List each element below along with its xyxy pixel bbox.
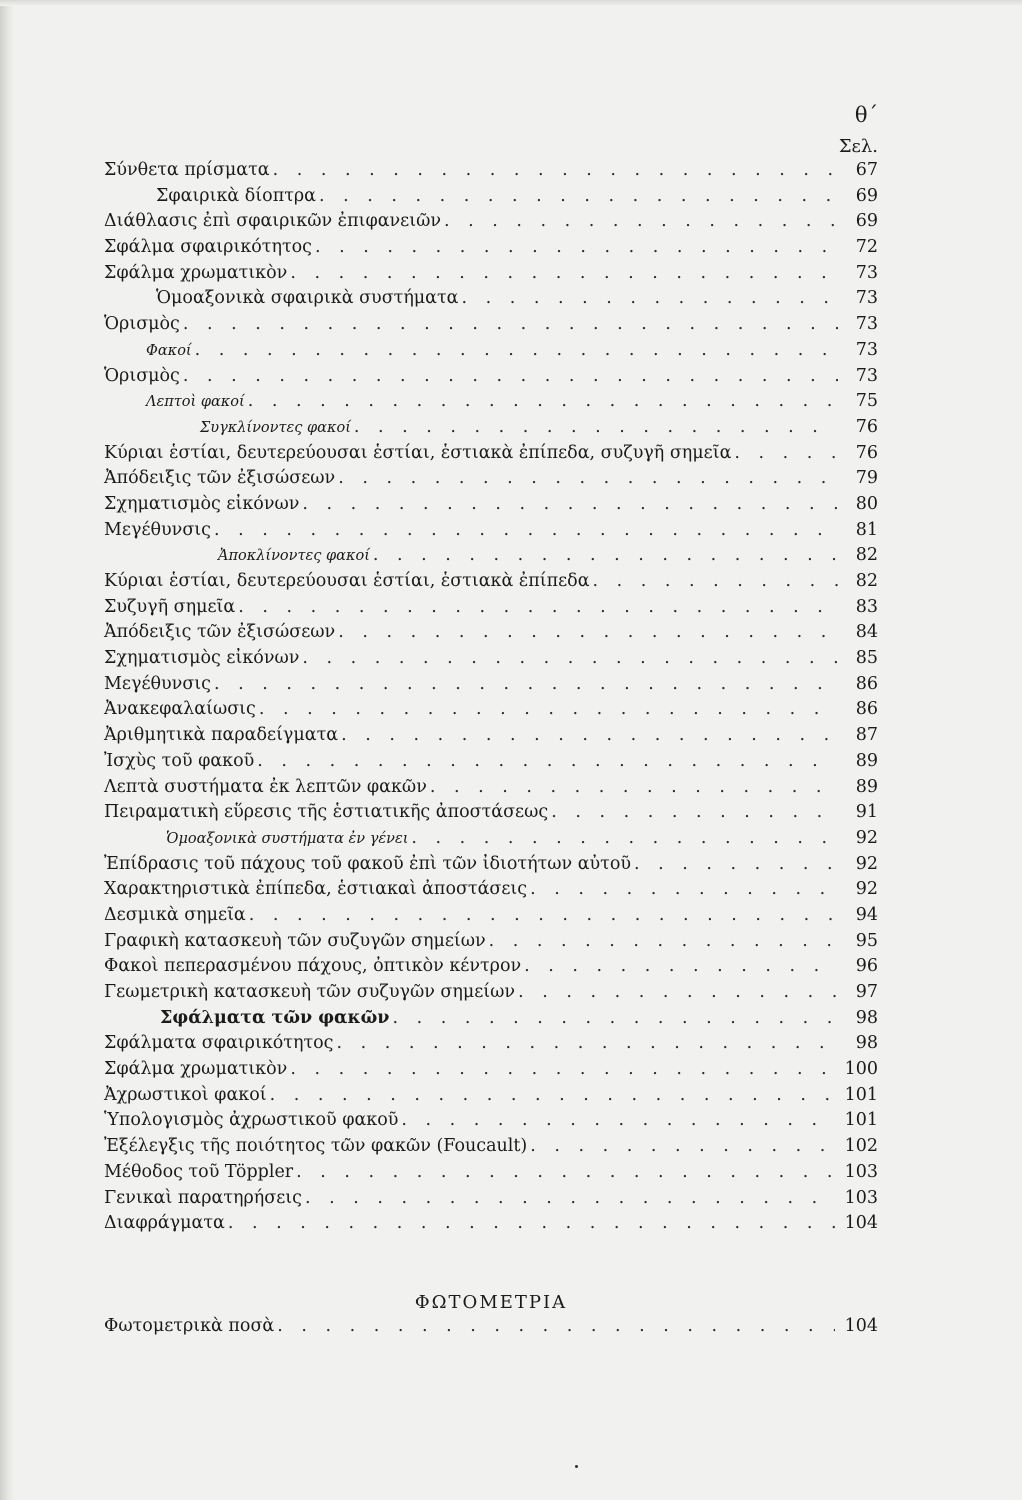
- toc-entry-title: Συγκλίνοντες φακοί: [200, 419, 351, 436]
- toc-entry-page: 97: [855, 982, 878, 1002]
- toc-entry-page: 98: [855, 1033, 878, 1054]
- toc-leader-dots: [248, 389, 838, 415]
- toc-entry: [104, 775, 878, 801]
- toc-entry-title: Ἀπόδειξις τῶν ἐξισώσεων: [104, 468, 336, 489]
- toc-entry-title: Σφάλματα σφαιρικότητος: [104, 1033, 334, 1054]
- toc-entry-title: Σχηματισμὸς εἰκόνων: [104, 648, 300, 669]
- toc-entry-page: 91: [855, 802, 878, 823]
- toc-leader-dots: [462, 286, 839, 312]
- toc-leader-dots: [551, 800, 838, 826]
- toc-leader-dots: [302, 492, 838, 518]
- toc-entry-title: Σφάλμα χρωματικὸν: [104, 1059, 288, 1080]
- toc-entry: [104, 1006, 878, 1032]
- toc-entry-title: Σφάλμα χρωματικὸν: [104, 262, 288, 283]
- toc-entry-title: Σφαιρικὰ δίοπτρα: [156, 185, 316, 206]
- toc-leader-dots: [338, 620, 838, 646]
- toc-leader-dots: [277, 1314, 834, 1340]
- toc-leader-dots: [228, 1211, 835, 1237]
- toc-entry-page: 92: [855, 827, 878, 848]
- toc-entry: [104, 389, 878, 415]
- toc-entry-title: Διάθλασις ἐπὶ σφαιρικῶν ἐπιφανειῶν: [104, 211, 441, 232]
- toc-leader-dots: [195, 338, 838, 364]
- toc-entry-title: Γενικαὶ παρατηρήσεις: [104, 1187, 302, 1208]
- toc-entry-title: Ὁρισμὸς: [104, 314, 180, 335]
- toc-entry-title: Μέθοδος τοῦ Töppler: [104, 1161, 294, 1182]
- toc-leader-dots: [257, 749, 838, 775]
- toc-leader-dots: [489, 929, 838, 955]
- toc-leader-dots: [444, 209, 838, 235]
- toc-entry: [104, 441, 878, 467]
- toc-entry: [104, 749, 878, 775]
- toc-entry-page: 86: [855, 699, 878, 720]
- toc-entry: [104, 852, 878, 878]
- toc-entry-page: 83: [855, 596, 878, 617]
- toc-entry: [104, 209, 878, 235]
- toc-entry-page: 73: [855, 288, 878, 309]
- toc-entry: [104, 184, 878, 210]
- toc-leader-dots: [734, 441, 838, 467]
- toc-entry: [104, 1083, 878, 1109]
- toc-entry: [104, 903, 878, 929]
- toc-entry-page: 104: [844, 1316, 878, 1336]
- toc-entry-page: 103: [844, 1187, 878, 1208]
- toc-entry: [104, 1314, 878, 1340]
- toc-leader-dots: [302, 646, 838, 672]
- toc-entry-title: Φωτομετρικὰ ποσὰ: [104, 1316, 275, 1336]
- page-column-label: Σελ.: [838, 136, 878, 157]
- toc-entry-page: 94: [855, 904, 878, 925]
- toc-entry-title: Κύριαι ἑστίαι, δευτερεύουσαι ἑστίαι, ἑστιακὰ ἐπίπεδα: [104, 571, 590, 591]
- toc-entry-title: Ἀπόδειξις τῶν ἐξισώσεων: [104, 622, 336, 643]
- toc-entry: [104, 312, 878, 338]
- toc-entry-title: Ἀριθμητικὰ παραδείγματα: [104, 725, 339, 746]
- toc-entry-title: Λεπτοὶ φακοί: [146, 394, 245, 411]
- toc-leader-dots: [338, 466, 838, 492]
- toc-entry: [104, 492, 878, 518]
- toc-entry-title: Ὁρισμὸς: [104, 365, 180, 386]
- toc-entry-title: Ὁμοαξονικὰ συστήματα ἐν γένει: [166, 830, 409, 847]
- toc-leader-dots: [183, 364, 838, 390]
- toc-entry-title: Φακοί: [146, 342, 192, 359]
- toc-leader-dots: [259, 697, 838, 723]
- final-toc-section: [104, 1308, 878, 1340]
- toc-entry-title: Ἀνακεφαλαίωσις: [104, 699, 256, 720]
- toc-entry-page: 73: [855, 365, 878, 386]
- toc-entry-title: Λεπτὰ συστήματα ἐκ λεπτῶν φακῶν: [104, 776, 427, 797]
- toc-entry-page: 73: [855, 339, 878, 360]
- toc-entry-page: 100: [844, 1059, 878, 1080]
- toc-entry-page: 98: [855, 1007, 878, 1028]
- page-top-edge: [0, 0, 1022, 6]
- toc-leader-dots: [524, 954, 838, 980]
- toc-leader-dots: [249, 903, 838, 929]
- toc-entry-title: Χαρακτηριστικὰ ἐπίπεδα, ἑστιακαὶ ἀποστάσεις: [104, 879, 528, 900]
- toc-entry-page: 84: [855, 622, 878, 643]
- toc-entry: [104, 158, 878, 184]
- toc-entry: [104, 466, 878, 492]
- toc-entry-title: Μεγέθυνσις: [104, 519, 211, 540]
- toc-entry-title: Ἐξέλεγξις τῆς ποιότητος τῶν φακῶν (Foucault): [104, 1136, 528, 1157]
- toc-entry-title: Διαφράγματα: [104, 1213, 225, 1234]
- toc-entry: [104, 1108, 878, 1134]
- toc-entry: [104, 723, 878, 749]
- toc-leader-dots: [401, 1108, 834, 1134]
- toc-entry: [104, 286, 878, 312]
- page-binding-edge: [0, 0, 14, 1500]
- toc-entry-page: 86: [855, 673, 878, 694]
- toc-entry-title: Μεγέθυνσις: [104, 673, 211, 694]
- toc-entry: [104, 697, 878, 723]
- toc-entry: [104, 415, 878, 441]
- toc-entry-page: 76: [855, 416, 878, 437]
- toc-entry: [104, 826, 878, 852]
- toc-leader-dots: [593, 569, 838, 595]
- toc-entry: [104, 1134, 878, 1160]
- toc-leader-dots: [238, 595, 838, 621]
- toc-entry-title: Σύνθετα πρίσματα: [104, 160, 270, 180]
- toc-entry-page: 73: [855, 262, 878, 283]
- toc-entry: [104, 569, 878, 595]
- table-of-contents: [104, 158, 878, 1237]
- toc-entry: [104, 1211, 878, 1237]
- toc-leader-dots: [315, 235, 838, 261]
- toc-leader-dots: [411, 826, 838, 852]
- toc-entry-page: 82: [855, 545, 878, 566]
- toc-leader-dots: [392, 1006, 838, 1032]
- toc-leader-dots: [354, 415, 838, 441]
- toc-entry-title: Κύριαι ἑστίαι, δευτερεύουσαι ἑστίαι, ἑστιακὰ ἐπίπεδα, συζυγῆ σημεῖα: [104, 442, 732, 463]
- toc-entry: [104, 1057, 878, 1083]
- toc-entry-title: Ὑπολογισμὸς ἀχρωστικοῦ φακοῦ: [104, 1110, 399, 1131]
- toc-entry-page: 102: [844, 1136, 878, 1157]
- toc-entry-title: Ἀποκλίνοντες φακοί: [218, 548, 370, 565]
- toc-entry-page: 82: [855, 571, 878, 591]
- toc-leader-dots: [270, 1083, 835, 1109]
- toc-entry-page: 76: [855, 442, 878, 463]
- toc-entry-page: 89: [855, 776, 878, 797]
- toc-leader-dots: [373, 543, 838, 569]
- page-number: θ΄: [854, 103, 878, 127]
- toc-entry: [104, 620, 878, 646]
- toc-entry: [104, 364, 878, 390]
- toc-entry-page: 69: [855, 211, 878, 232]
- toc-entry-page: 79: [855, 468, 878, 489]
- toc-leader-dots: [518, 980, 838, 1006]
- toc-leader-dots: [290, 1057, 834, 1083]
- toc-entry: [104, 954, 878, 980]
- toc-leader-dots: [305, 1186, 835, 1212]
- toc-entry-page: 85: [855, 648, 878, 669]
- toc-entry-title: Σφάλματα τῶν φακῶν: [160, 1007, 390, 1028]
- toc-entry-title: Γεωμετρικὴ κατασκευὴ τῶν συζυγῶν σημείων: [104, 982, 516, 1002]
- toc-entry-page: 72: [855, 237, 878, 258]
- toc-entry-title: Ὁμοαξονικὰ σφαιρικὰ συστήματα: [156, 288, 459, 309]
- toc-entry: [104, 595, 878, 621]
- section-heading: ΦΩΤΟΜΕΤΡΙΑ: [414, 1292, 568, 1313]
- toc-entry-page: 73: [855, 314, 878, 335]
- toc-entry: [104, 235, 878, 261]
- toc-entry-page: 96: [855, 956, 878, 977]
- toc-leader-dots: [273, 158, 838, 184]
- toc-entry-page: 89: [855, 750, 878, 771]
- toc-entry-title: Δεσμικὰ σημεῖα: [104, 904, 246, 925]
- toc-leader-dots: [290, 261, 838, 287]
- toc-leader-dots: [336, 1031, 838, 1057]
- toc-leader-dots: [430, 775, 838, 801]
- toc-entry-title: Γραφικὴ κατασκευὴ τῶν συζυγῶν σημείων: [104, 930, 486, 951]
- toc-entry-page: 92: [855, 853, 878, 874]
- toc-entry-page: 92: [855, 879, 878, 900]
- toc-leader-dots: [214, 672, 838, 698]
- toc-entry: [104, 929, 878, 955]
- toc-entry-title: Φακοὶ πεπερασμένου πάχους, ὀπτικὸν κέντρον: [104, 956, 522, 977]
- paper-speck: [575, 1465, 578, 1468]
- toc-entry: [104, 1031, 878, 1057]
- toc-entry: [104, 1186, 878, 1212]
- toc-entry-page: 95: [855, 930, 878, 951]
- toc-leader-dots: [214, 518, 838, 544]
- toc-entry-title: Πειραματικὴ εὕρεσις τῆς ἑστιατικῆς ἀποστάσεως: [104, 802, 549, 823]
- toc-leader-dots: [634, 852, 838, 878]
- toc-entry-title: Σχηματισμὸς εἰκόνων: [104, 493, 300, 514]
- toc-entry-title: Ἀχρωστικοὶ φακοί: [104, 1084, 267, 1105]
- toc-entry: [104, 518, 878, 544]
- toc-entry-page: 101: [844, 1084, 878, 1105]
- toc-entry: [104, 980, 878, 1006]
- toc-leader-dots: [341, 723, 838, 749]
- toc-entry-page: 67: [855, 160, 878, 180]
- toc-leader-dots: [183, 312, 838, 338]
- toc-entry: [104, 877, 878, 903]
- toc-leader-dots: [319, 184, 838, 210]
- toc-entry: [104, 261, 878, 287]
- toc-entry: [104, 543, 878, 569]
- toc-entry-page: 104: [844, 1213, 878, 1234]
- toc-entry-page: 69: [855, 185, 878, 206]
- toc-entry-page: 81: [855, 519, 878, 540]
- toc-entry-page: 80: [855, 493, 878, 514]
- toc-entry-page: 87: [855, 725, 878, 746]
- toc-entry-page: 101: [844, 1110, 878, 1131]
- toc-leader-dots: [530, 877, 838, 903]
- toc-entry-title: Ἐπίδρασις τοῦ πάχους τοῦ φακοῦ ἐπὶ τῶν ἰδιοτήτων αὐτοῦ: [104, 853, 632, 874]
- toc-entry-title: Συζυγῆ σημεῖα: [104, 596, 236, 617]
- toc-leader-dots: [296, 1160, 834, 1186]
- toc-entry: [104, 1160, 878, 1186]
- toc-entry-page: 103: [844, 1161, 878, 1182]
- toc-entry-title: Σφάλμα σφαιρικότητος: [104, 237, 312, 258]
- toc-entry: [104, 672, 878, 698]
- toc-entry: [104, 338, 878, 364]
- toc-entry-title: Ἰσχὺς τοῦ φακοῦ: [104, 750, 255, 771]
- toc-entry: [104, 646, 878, 672]
- toc-entry: [104, 800, 878, 826]
- toc-entry-page: 75: [855, 391, 878, 412]
- toc-leader-dots: [530, 1134, 834, 1160]
